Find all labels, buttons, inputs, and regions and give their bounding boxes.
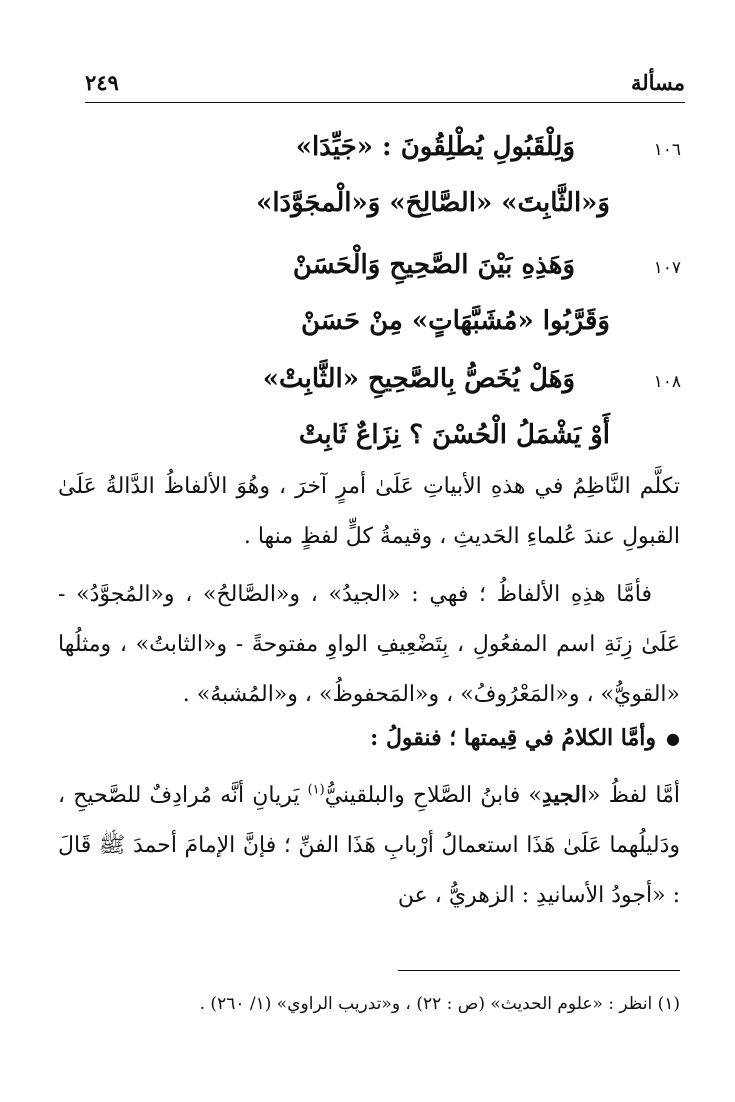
paragraph-text: تكلَّم النَّاظِمُ في هذهِ الأبياتِ عَلَىٰ أمرٍ آخرَ ، وهُوَ الألفاظُ الدَّالةُ عَلَىٰ القبولِ عندَ عُلماءِ الحَديثِ ، وقيمةُ كلٍّ لفظٍ منها .: [58, 474, 680, 549]
running-header: [85, 66, 685, 103]
verse-line-second: وَ«الثَّابِتَ» «الصَّالِحَ» وَ«الْمجَوَّدَا»: [256, 188, 610, 218]
verse-line-first: وَهَذِهِ بَيْنَ الصَّحِيحِ وَالْحَسَنْ: [292, 250, 575, 280]
commentary-paragraph-3: [58, 770, 680, 921]
footnote-reference[interactable]: (١): [307, 782, 325, 798]
term-jayyid: الجيدِ: [541, 782, 588, 808]
bullet-icon: ●: [666, 729, 680, 748]
verse-line-second: أَوْ يَشْمَلُ الْحُسْنَ ؟ نِزَاعٌ ثَابِتْ: [298, 420, 610, 450]
verse-number: ١٠٧: [653, 258, 681, 278]
verse-107: [85, 248, 685, 368]
page-number: ٢٤٩: [85, 70, 119, 95]
paragraph-text-start: أمَّا لفظُ «: [587, 783, 680, 808]
verse-106: [85, 130, 685, 250]
verse-number: ١٠٦: [653, 140, 681, 160]
commentary-paragraph-2: [58, 570, 680, 720]
header-title: مسألة: [630, 70, 685, 95]
paragraph-text-end: يَريانِ أنَّه مُرادِفٌ للصَّحيحِ ، ودَليلُهما عَلَىٰ هَذَا استعمالُ أرْبابِ هَذَا الفنِّ ؛ فإنَّ الإمامَ أحمدَ ﷺ قَالَ : «أجودُ الأسانيدِ : الزهريُّ ، عن: [58, 783, 680, 908]
verse-line-first: وَلِلْقَبُولِ يُطْلِقُونَ : «جَيِّدَا»: [295, 132, 575, 162]
footnote-separator: [398, 970, 680, 971]
paragraph-text: فأمَّا هذِهِ الألفاظُ ؛ فهي : «الجيدُ» ، و«الصَّالحُ» ، و«المُجوَّدُ» - عَلَىٰ زِنَةِ اسم المفعُولِ ، بِتَضْعِيفِ الواوِ مفتوحةً - و«الثابتُ» ، ومثلُها «القويُّ» ، و«المَعْرُوفُ» ، و«المَحفوظُ» ، و«المُشبهُ» .: [58, 582, 680, 707]
verse-line-second: وَقَرَّبُوا «مُشَبَّهَاتٍ» مِنْ حَسَنْ: [300, 306, 610, 336]
verse-line-first: وَهَلْ يُخَصُّ بِالصَّحِيحِ «الثَّابِتْ»: [262, 364, 575, 394]
paragraph-text-mid: » فابنُ الصَّلاحِ والبلقينيُّ: [324, 783, 542, 808]
section-heading: [58, 713, 680, 764]
verse-number: ١٠٨: [653, 372, 681, 392]
heading-text: وأمَّا الكلامُ في قِيمتها ؛ فنقولُ :: [370, 725, 657, 751]
commentary-paragraph-1: [58, 462, 680, 562]
footnote: (١) انظر : «علوم الحديث» (ص : ٢٢) ، و«تدريب الراوي» (١/ ٢٦٠) .: [199, 994, 680, 1014]
